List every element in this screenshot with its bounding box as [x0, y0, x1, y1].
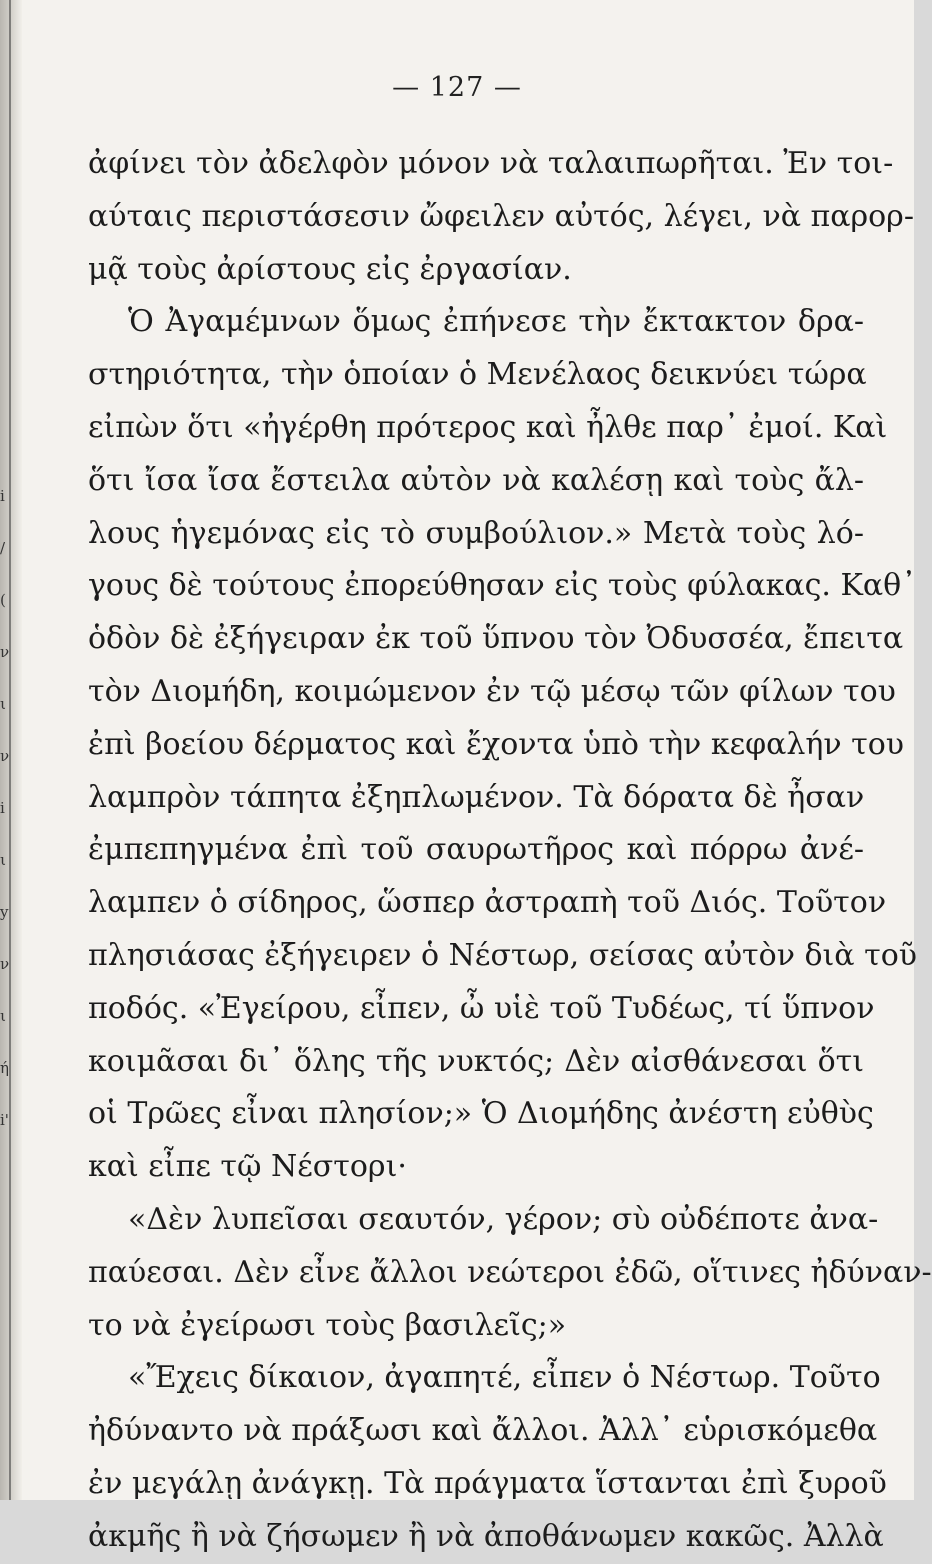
margin-mark: i'	[0, 1111, 9, 1129]
margin-mark: /	[0, 539, 6, 557]
margin-mark: (	[0, 591, 6, 609]
text-line: πλησιάσας ἐξήγειρεν ὁ Νέστωρ, σείσας αὐτὸν διὰ τοῦ	[88, 937, 917, 973]
body-text	[88, 138, 932, 1564]
margin-mark: ν	[0, 955, 10, 973]
text-line: Ὁ Ἀγαμέμνων ὅμως ἐπήνεσε τὴν ἔκτακτον δρα-	[128, 304, 864, 340]
text-line: κοιμᾶσαι δι᾽ ὅλης τῆς νυκτός; Δὲν αἰσθάνεσαι ὅτι	[88, 1043, 864, 1079]
margin-mark: ν	[0, 747, 10, 765]
text-line: μᾷ τοὺς ἀρίστους εἰς ἐργασίαν.	[88, 251, 572, 287]
text-line: γους δὲ τούτους ἐπορεύθησαν εἰς τοὺς φύλακας. Καθ᾽	[88, 568, 917, 604]
text-line: αύταις περιστάσεσιν ὤφειλεν αὐτός, λέγει, νὰ παρορ-	[88, 198, 914, 234]
margin-marks	[0, 470, 20, 1146]
text-line: «Ἔχεις δίκαιον, ἀγαπητέ, εἶπεν ὁ Νέστωρ. Τοῦτο	[128, 1360, 881, 1396]
text-line: καὶ εἶπε τῷ Νέστορι·	[88, 1149, 407, 1185]
text-line: ἐν μεγάλῃ ἀνάγκῃ. Τὰ πράγματα ἵστανται ἐπὶ ξυροῦ	[88, 1465, 887, 1501]
margin-mark: i	[0, 487, 5, 505]
margin-mark: ι	[0, 1007, 6, 1025]
page-number: — 127 —	[392, 72, 522, 103]
margin-mark: y	[0, 903, 9, 921]
text-line: το νὰ ἐγείρωσι τοὺς βασιλεῖς;»	[88, 1307, 567, 1343]
text-line: λαμπρὸν τάπητα ἐξηπλωμένον. Τὰ δόρατα δὲ ἦσαν	[88, 779, 865, 815]
text-line: τὸν Διομήδη, κοιμώμενον ἐν τῷ μέσῳ τῶν φίλων του	[88, 673, 896, 709]
margin-mark: ή	[0, 1059, 9, 1077]
text-line: ἠδύναντο νὰ πράξωσι καὶ ἄλλοι. Ἀλλ᾽ εὑρισκόμεθα	[88, 1413, 878, 1449]
text-line: «Δὲν λυπεῖσαι σεαυτόν, γέρον; σὺ οὐδέποτε ἀνα-	[128, 1201, 879, 1237]
text-line: εἰπὼν ὅτι «ἠγέρθη πρότερος καὶ ἦλθε παρ᾽ ἐμοί. Καὶ	[88, 409, 888, 445]
margin-mark: ν	[0, 643, 10, 661]
text-line: ὅτι ἴσα ἴσα ἔστειλα αὐτὸν νὰ καλέσῃ καὶ τοὺς ἄλ-	[88, 462, 864, 498]
binding-gutter	[0, 0, 22, 1500]
margin-mark: i	[0, 799, 5, 817]
text-line: ἀφίνει τὸν ἀδελφὸν μόνον νὰ ταλαιπωρῆται. Ἐν τοι-	[88, 146, 894, 181]
text-line: παύεσαι. Δὲν εἶνε ἄλλοι νεώτεροι ἐδῶ, οἵτινες ἠδύναν-	[88, 1254, 932, 1290]
text-line: στηριότητα, τὴν ὁποίαν ὁ Μενέλαος δεικνύει τώρα	[88, 357, 867, 393]
text-line: λους ἡγεμόνας εἰς τὸ συμβούλιον.» Μετὰ τοὺς λό-	[88, 515, 864, 551]
margin-mark: ι	[0, 695, 6, 713]
text-line: ποδός. «Ἐγείρου, εἶπεν, ὦ υἱὲ τοῦ Τυδέως, τί ὕπνον	[88, 990, 875, 1026]
margin-mark: ι	[0, 851, 6, 869]
text-line: ἀκμῆς ἢ νὰ ζήσωμεν ἢ νὰ ἀποθάνωμεν κακῶς. Ἀλλὰ	[88, 1518, 884, 1554]
text-line: οἱ Τρῶες εἶναι πλησίον;» Ὁ Διομήδης ἀνέστη εὐθὺς	[88, 1096, 874, 1132]
text-line: ἐμπεπηγμένα ἐπὶ τοῦ σαυρωτῆρος καὶ πόρρω ἀνέ-	[88, 832, 864, 868]
text-line: ὁδὸν δὲ ἐξήγειραν ἐκ τοῦ ὕπνου τὸν Ὀδυσσέα, ἔπειτα	[88, 621, 904, 657]
text-line: ἐπὶ βοείου δέρματος καὶ ἔχοντα ὑπὸ τὴν κεφαλήν του	[88, 726, 905, 762]
text-line: λαμπεν ὁ σίδηρος, ὥσπερ ἀστραπὴ τοῦ Διός. Τοῦτον	[88, 885, 887, 921]
